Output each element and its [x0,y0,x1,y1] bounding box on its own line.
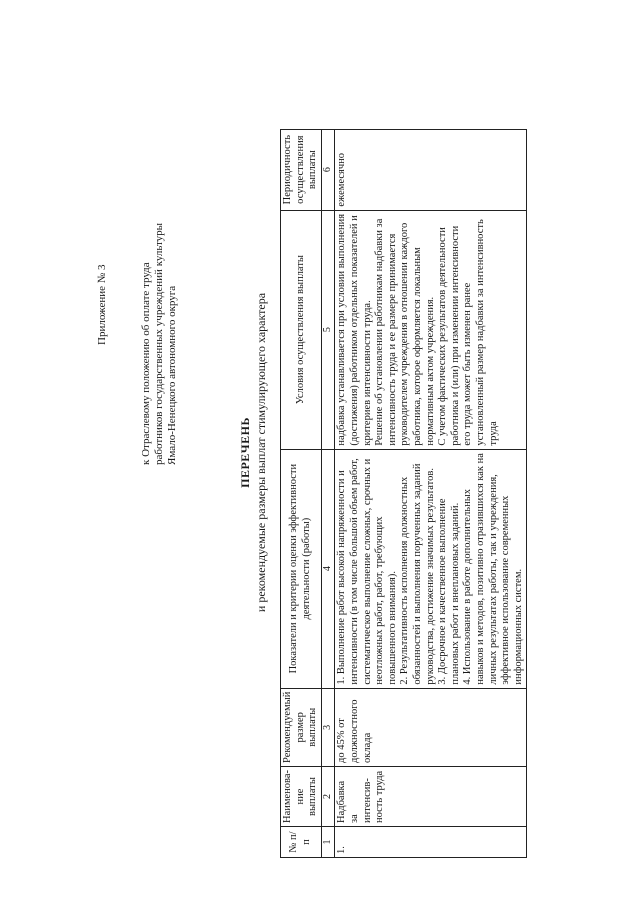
appendix-title [96,0,109,345]
header-periodicity: Периодичность осуществления выплаты [281,129,322,210]
appendix-line: к Отраслевому положению об оплате труда [140,262,152,465]
header-criteria: Показатели и критерии оценки эффективности деятельности (работы) [281,449,322,688]
row-size: до 45% от должностного оклада [335,688,527,766]
column-number: 6 [321,129,335,210]
document-subtitle: и рекомендуемые размеры выплат стимулирующего характера [254,292,268,613]
row-name: Надбавка за интенсив-ность труда [335,766,527,826]
appendix-line: Ямало-Ненецкого автономного округа [166,285,178,465]
appendix-number: Приложение № 3 [96,264,108,345]
row-periodicity: ежемесячно [335,129,527,210]
column-number: 5 [321,210,335,449]
appendix-line: работников государственных учреждений культуры [153,222,165,465]
document-title: ПЕРЕЧЕНЬ [238,417,252,488]
column-number: 3 [321,688,335,766]
table-header-row [281,129,322,857]
column-number: 4 [321,449,335,688]
header-name: Наименова-ние выплаты [281,766,322,826]
table-row [335,129,527,857]
column-number: 1 [321,827,335,858]
row-conditions: надбавка устанавливается при условии выполнения (достижения) работником отдельных показателей и критериев интенсивности труда. Решение об установлении работникам надбавки за интенсивность труда и ее размере принимается руководителем учреждения в отношении каждого работника, которое оформляется локальным нормативным актом учреждения. С учетом фактических результатов деятельности работника и (или) при изменении интенсивности его труда может быть изменен ранее установленный размер надбавки за интенсивность труда [335,210,527,449]
column-number-row [321,129,335,857]
column-number: 2 [321,766,335,826]
header-size: Рекомендуемый размер выплаты [281,688,322,766]
row-criteria: 1. Выполнение работ высокой напряженности и интенсивности (в том числе большой объем работ, систематическое выполнение сложных, срочных и неотложных работ, работ, требующих повышенного внимания). 2. Результативность исполнения должностных обязанностей и выполнения порученных заданий руководства, достижение значимых результатов. 3. Досрочное и качественное выполнение плановых работ и внеплановых заданий. 4. Использование в работе дополнительных навыков и методов, позитивно отразившихся как на личных результатах работы, так и учреждения, эффективное использование современных информационных систем. [335,449,527,688]
payments-table [280,129,527,858]
appendix-reference [140,25,179,465]
header-num: № п/п [281,827,322,858]
header-conditions: Условия осуществления выплаты [281,210,322,449]
row-num: 1. [335,827,527,858]
